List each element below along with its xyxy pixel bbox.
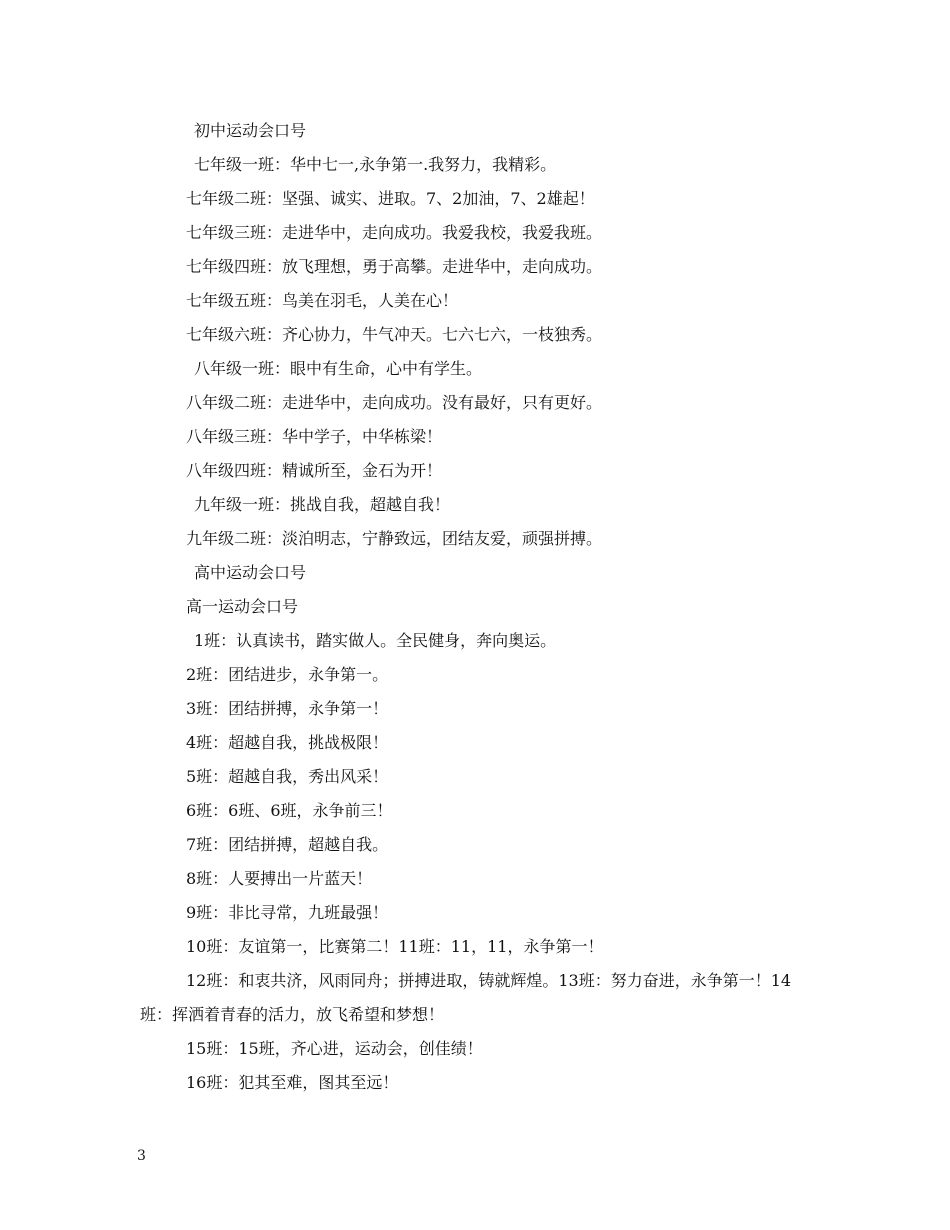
document-body [140,114,820,1100]
slogan-line: 八年级一班：眼中有生命，心中有学生。 [194,359,483,378]
slogan-line: 16班：犯其至难，图其至远！ [186,1073,399,1092]
slogan-line: 七年级二班：坚强、诚实、进取。7、2加油，7、2雄起！ [186,189,595,208]
slogan-lines [140,114,820,964]
slogan-line: 1班：认真读书，踏实做人。全民健身，奔向奥运。 [194,631,557,650]
slogan-line: 七年级四班：放飞理想，勇于高攀。走进华中，走向成功。 [186,257,603,276]
slogan-tail-lines [140,1032,820,1100]
slogan-line: 7班：团结拼搏，超越自我。 [186,835,389,854]
slogan-line: 八年级三班：华中学子，中华栋梁！ [186,427,443,446]
page-number: 3 [137,1148,146,1164]
slogan-line: 8班：人要搏出一片蓝天！ [186,869,373,888]
slogan-line: 4班：超越自我，挑战极限！ [186,733,389,752]
slogan-line: 高一运动会口号 [186,597,299,616]
slogan-paragraph: 12班：和衷共济，风雨同舟；拼搏进取，铸就辉煌。13班：努力奋进，永争第一！14班：挥洒着青春的活力，放飞希望和梦想！ [140,971,792,1024]
slogan-line: 15班：15班，齐心进，运动会，创佳绩！ [186,1039,483,1058]
slogan-line: 九年级一班：挑战自我，超越自我！ [194,495,451,514]
slogan-line: 七年级三班：走进华中，走向成功。我爱我校，我爱我班。 [186,223,603,242]
slogan-line: 八年级二班：走进华中，走向成功。没有最好，只有更好。 [186,393,603,412]
slogan-line: 七年级五班：鸟美在羽毛，人美在心！ [186,291,459,310]
slogan-line: 9班：非比寻常，九班最强！ [186,903,389,922]
slogan-line: 七年级六班：齐心协力，牛气冲天。七六七六，一枝独秀。 [186,325,603,344]
slogan-line: 九年级二班：淡泊明志，宁静致远，团结友爱，顽强拼搏。 [186,529,603,548]
slogan-line: 3班：团结拼搏，永争第一！ [186,699,389,718]
slogan-line: 七年级一班：华中七一,永争第一.我努力，我精彩。 [194,155,557,174]
slogan-line: 6班：6班、6班，永争前三！ [186,801,393,820]
slogan-line: 初中运动会口号 [194,121,307,140]
slogan-line: 5班：超越自我，秀出风采！ [186,767,389,786]
slogan-line: 10班：友谊第一，比赛第二！11班：11，11，永争第一！ [186,937,604,956]
slogan-line: 2班：团结进步，永争第一。 [186,665,389,684]
slogan-line: 八年级四班：精诚所至，金石为开！ [186,461,443,480]
slogan-line: 高中运动会口号 [194,563,307,582]
